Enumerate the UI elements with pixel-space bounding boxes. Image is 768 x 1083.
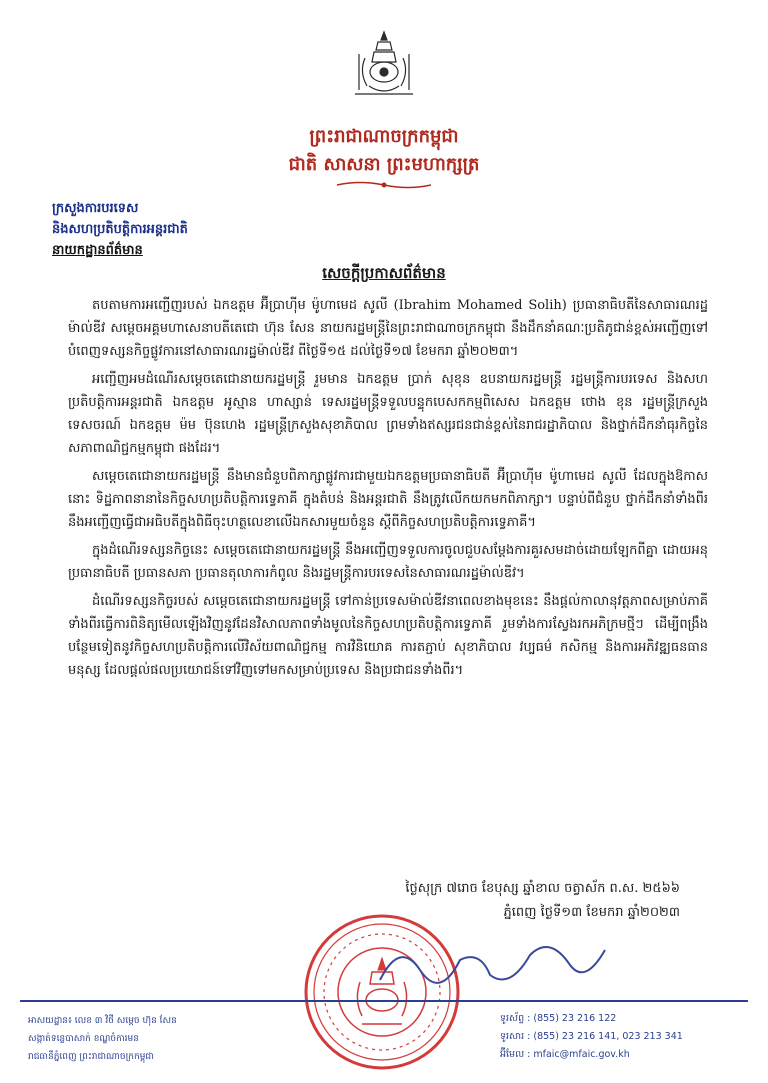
kingdom-title: ព្រះរាជាណាចក្រកម្ពុជា	[309, 126, 459, 147]
royal-emblem-icon	[345, 28, 423, 100]
footer-contacts	[500, 1010, 760, 1064]
document-body	[68, 294, 708, 687]
paragraph: ដំណើរទស្សនកិច្ចរបស់ សម្តេចតេជោនាយករដ្ឋមន្ត្រី ទៅកាន់ប្រទេសម៉ាល់ឌីវនាពេលខាងមុខនេះ នឹងផ្តល់កាលានុវត្តភាពសម្រាប់ភាគីទាំងពីរធ្វើការពិនិត្យមើលឡើងវិញនូវដែនវិសាលភាពទាំងមូលនៃកិច្ចសហប្រតិបត្តិការទ្វេភាគី រួមទាំងការស្វែងរកអភិក្រមថ្មីៗ ដើម្បីពង្រឹងបន្ថែមទៀតនូវកិច្ចសហប្រតិបត្តិការលើវិស័យពាណិជ្ជកម្ម ការវិនិយោគ ការតភ្ជាប់ សុខាភិបាល វប្បធម៌ កសិកម្ម និងការអភិវឌ្ឍធនធានមនុស្ស ដែលផ្តល់ផលប្រយោជន៍ទៅវិញទៅមកសម្រាប់ប្រទេស និងប្រជាជនទាំងពីរ។	[68, 594, 708, 678]
address-line: សង្កាត់ទន្លេបាសាក់ ខណ្ឌចំការមន	[28, 1034, 139, 1044]
signature-icon	[360, 930, 620, 1000]
document-title: សេចក្តីប្រកាសព័ត៌មាន	[322, 264, 446, 282]
lunar-date: ថ្ងៃសុក្រ ៧រោច ខែបុស្ស ឆ្នាំខាល ចត្វាស័ក ព.ស. ២៥៦៦	[405, 881, 680, 896]
ministry-name-cont: និងសហប្រតិបត្តិការអន្តរជាតិ	[52, 222, 188, 237]
divider-ornament-icon	[335, 180, 433, 190]
email-address[interactable]: អ៊ីមែល : mfaic@mfaic.gov.kh	[500, 1049, 630, 1060]
address-line: រាជធានីភ្នំពេញ ព្រះរាជាណាចក្រកម្ពុជា	[28, 1052, 154, 1062]
paragraph: ក្នុងដំណើរទស្សនកិច្ចនេះ សម្តេចតេជោនាយករដ្ឋមន្ត្រី នឹងអញ្ជើញទទួលការចូលជួបសម្តែងការគួរសមដាច់ដោយឡែកពីគ្នា ដោយអនុប្រធានាធិបតី ប្រធានសភា ប្រធានតុលាការកំពូល និងរដ្ឋមន្ត្រីការបរទេសនៃសាធារណរដ្ឋម៉ាល់ឌីវ។	[68, 543, 708, 581]
footer-address	[28, 1012, 368, 1066]
paragraph: សម្តេចតេជោនាយករដ្ឋមន្ត្រី នឹងមានជំនួបពិភាក្សាផ្លូវការជាមួយឯកឧត្តមប្រធានាធិបតី អ៊ីប្រាហ៊ីម ម៉ូហាមេដ សូលី ដែលក្នុងឱកាសនោះ ទិដ្ឋភាពនានានៃកិច្ចសហប្រតិបត្តិការទ្វេភាគី ក្នុងតំបន់ និងអន្តរជាតិ នឹងត្រូវលើកយកមកពិភាក្សា។ បន្ទាប់ពីជំនួប ថ្នាក់ដឹកនាំទាំងពីរ នឹងអញ្ជើញធ្វើជាអធិបតីក្នុងពិធីចុះហត្ថលេខាលើឯកសារមួយចំនួន ស្តីពីកិច្ចសហប្រតិបត្តិការទ្វេភាគី។	[68, 469, 708, 530]
paragraph: អញ្ជើញអមដំណើរសម្តេចតេជោនាយករដ្ឋមន្ត្រី រួមមាន ឯកឧត្តម ប្រាក់ សុខុន ឧបនាយករដ្ឋមន្ត្រី រដ្ឋមន្ត្រីការបរទេស និងសហប្រតិបត្តិការអន្តរជាតិ ឯកឧត្តម អូស្មាន ហាស្សាន់ ទេសរដ្ឋមន្ត្រីទទួលបន្ទុកបេសកកម្មពិសេស ឯកឧត្តម ថោង ខុន រដ្ឋមន្ត្រីក្រសួងទេសចរណ៍ ឯកឧត្តម ម៉ម ប៊ុនហេង រដ្ឋមន្ត្រីក្រសួងសុខាភិបាល ព្រមទាំងឥស្សរជនជាន់ខ្ពស់នៃរាជរដ្ឋាភិបាល និងថ្នាក់ដឹកនាំធុរកិច្ចនៃសភាពាណិជ្ជកម្មកម្ពុជា ផងដែរ។	[68, 372, 708, 456]
kingdom-motto: ជាតិ សាសនា ព្រះមហាក្សត្រ	[288, 154, 480, 175]
paragraph: តបតាមការអញ្ជើញរបស់ ឯកឧត្តម អ៊ីប្រាហ៊ីម ម៉ូហាមេដ សូលី (Ibrahim Mohamed Solih) ប្រធានាធិបតីនៃសាធារណរដ្ឋម៉ាល់ឌីវ សម្តេចអគ្គមហាសេនាបតីតេជោ ហ៊ុន សែន នាយករដ្ឋមន្ត្រីនៃព្រះរាជាណាចក្រកម្ពុជា នឹងដឹកនាំគណៈប្រតិភូជាន់ខ្ពស់អញ្ជើញទៅបំពេញទស្សនកិច្ចផ្លូវការនៅសាធារណរដ្ឋម៉ាល់ឌីវ ពីថ្ងៃទី១៥ ដល់ថ្ងៃទី១៧ ខែមករា ឆ្នាំ២០២៣។	[68, 298, 708, 359]
fax-number: ទូរសារ : (855) 23 216 141, 023 213 341	[500, 1031, 683, 1042]
address-line: អាសយដ្ឋាន៖ លេខ ៣ វិថី សម្តេច ហ៊ុន សែន	[28, 1016, 177, 1026]
ministry-name: ក្រសួងការបរទេស	[52, 201, 139, 216]
solar-date: ភ្នំពេញ ថ្ងៃទី១៣ ខែមករា ឆ្នាំ២០២៣	[503, 905, 680, 920]
footer-divider	[20, 1000, 748, 1002]
ministry-header	[52, 198, 242, 261]
department-name: នាយកដ្ឋានព័ត៌មាន	[52, 243, 143, 258]
phone-number: ទូរស័ព្ទ : (855) 23 216 122	[500, 1013, 617, 1024]
